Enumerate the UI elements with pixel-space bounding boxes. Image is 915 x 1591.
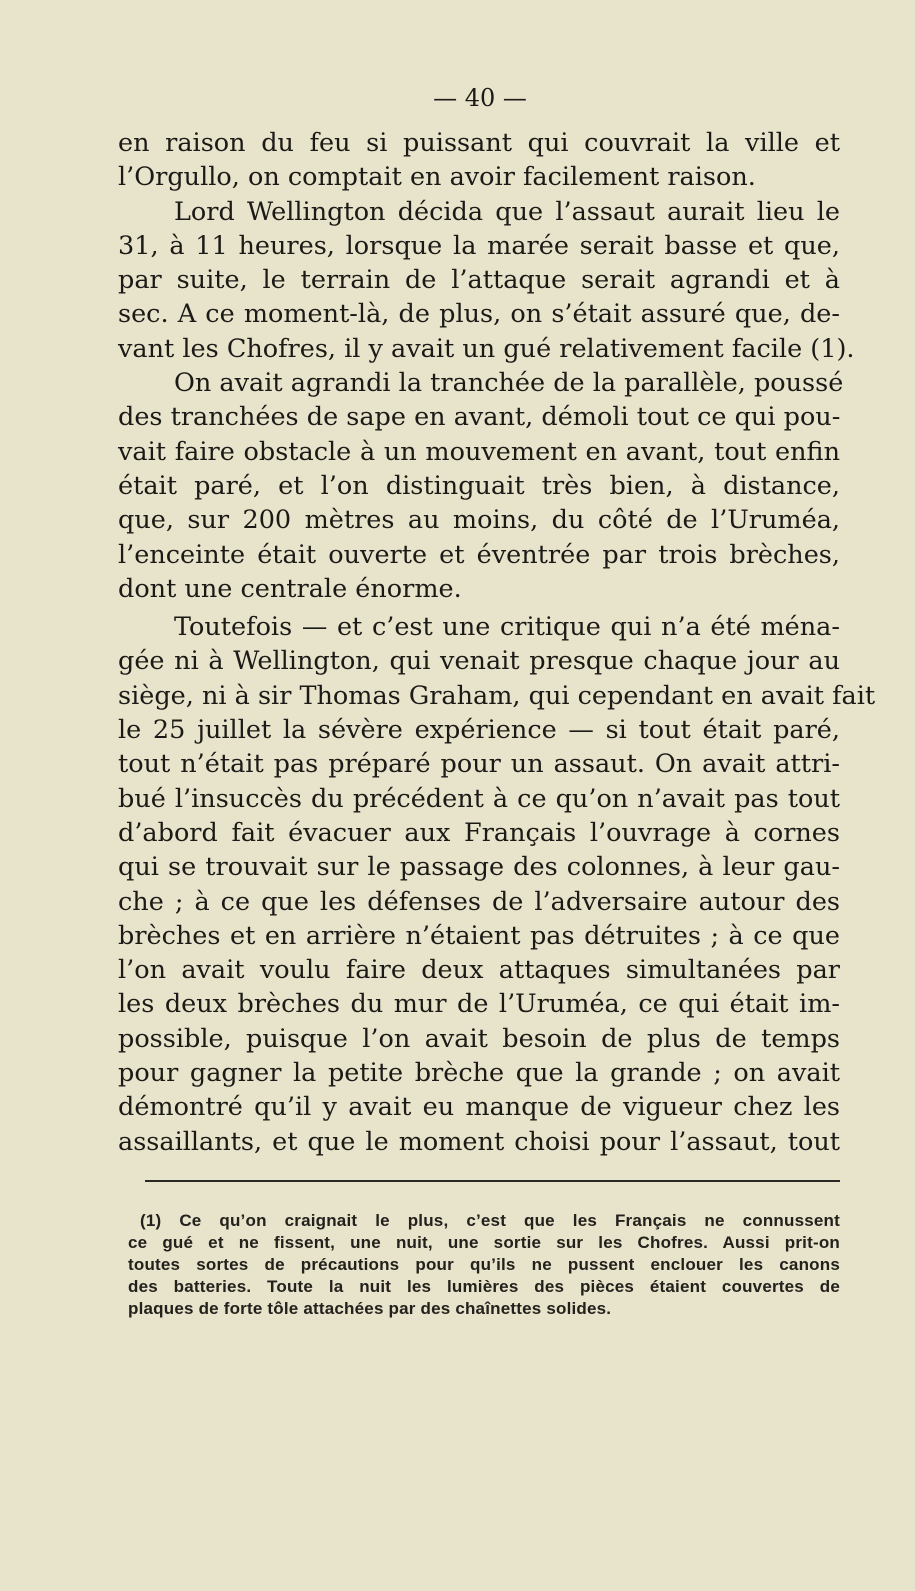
text-line: que, sur 200 mètres au moins, du côté de l’Uruméa,	[118, 505, 840, 536]
text-line: des tranchées de sape en avant, démoli tout ce qui pou-	[118, 402, 841, 433]
footnote	[128, 1210, 840, 1320]
text-line: vant les Chofres, il y avait un gué relativement facile (1).	[118, 333, 855, 364]
text-line: pour gagner la petite brèche que la grande ; on avait	[118, 1058, 840, 1089]
footnote-line: (1) Ce qu’on craignait le plus, c’est que les Français ne connussent	[140, 1211, 840, 1230]
text-line: gée ni à Wellington, qui venait presque chaque jour au	[118, 646, 840, 677]
text-line: Toutefois — et c’est une critique qui n’a été ména-	[174, 612, 840, 643]
text-line: brèches et en arrière n’étaient pas détruites ; à ce que	[118, 920, 840, 951]
text-line: les deux brèches du mur de l’Uruméa, ce qui était im-	[118, 989, 840, 1020]
text-line: dont une centrale énorme.	[118, 573, 462, 604]
text-line: assaillants, et que le moment choisi pour l’assaut, tout	[118, 1126, 840, 1157]
text-line: possible, puisque l’on avait besoin de plus de temps	[118, 1023, 840, 1054]
text-line: l’enceinte était ouverte et éventrée par trois brèches,	[118, 539, 840, 570]
text-line: vait faire obstacle à un mouvement en avant, tout enfin	[118, 436, 840, 467]
body-text	[118, 126, 876, 1159]
text-line: On avait agrandi la tranchée de la parallèle, poussé	[174, 368, 844, 399]
text-line: par suite, le terrain de l’attaque serait agrandi et à	[118, 265, 840, 296]
text-line: tout n’était pas préparé pour un assaut. On avait attri-	[118, 749, 840, 780]
footnote-line: toutes sortes de précautions pour qu’ils ne pussent enclouer les canons	[128, 1255, 840, 1274]
text-line: 31, à 11 heures, lorsque la marée serait basse et que,	[118, 230, 840, 261]
text-line: siège, ni à sir Thomas Graham, qui cependant en avait fait	[118, 680, 876, 711]
footnote-line: ce gué et ne fissent, une nuit, une sortie sur les Chofres. Aussi prit-on	[128, 1233, 840, 1252]
page-number: — 40 —	[433, 84, 527, 112]
text-line: démontré qu’il y avait eu manque de vigueur chez les	[118, 1092, 840, 1123]
text-line: en raison du feu si puissant qui couvrait la ville et	[118, 128, 840, 158]
footnote-line: des batteries. Toute la nuit les lumières des pièces étaient couvertes de	[128, 1277, 840, 1296]
text-line: le 25 juillet la sévère expérience — si tout était paré,	[118, 715, 840, 746]
text-line: Lord Wellington décida que l’assaut aurait lieu le	[174, 196, 840, 227]
text-line: che ; à ce que les défenses de l’adversaire autour des	[118, 886, 840, 917]
text-line: bué l’insuccès du précédent à ce qu’on n’avait pas tout	[118, 783, 840, 814]
text-line: l’on avait voulu faire deux attaques simultanées par	[118, 955, 840, 986]
text-line: l’Orgullo, on comptait en avoir facilement raison.	[118, 162, 756, 193]
text-line: était paré, et l’on distinguait très bien, à distance,	[118, 470, 840, 501]
footnote-separator	[145, 1180, 840, 1182]
text-line: d’abord fait évacuer aux Français l’ouvrage à cornes	[118, 817, 840, 848]
text-line: qui se trouvait sur le passage des colonnes, à leur gau-	[118, 852, 840, 883]
text-line: sec. A ce moment-là, de plus, on s’était assuré que, de-	[118, 299, 840, 330]
footnote-line: plaques de forte tôle attachées par des chaînettes solides.	[128, 1299, 612, 1318]
